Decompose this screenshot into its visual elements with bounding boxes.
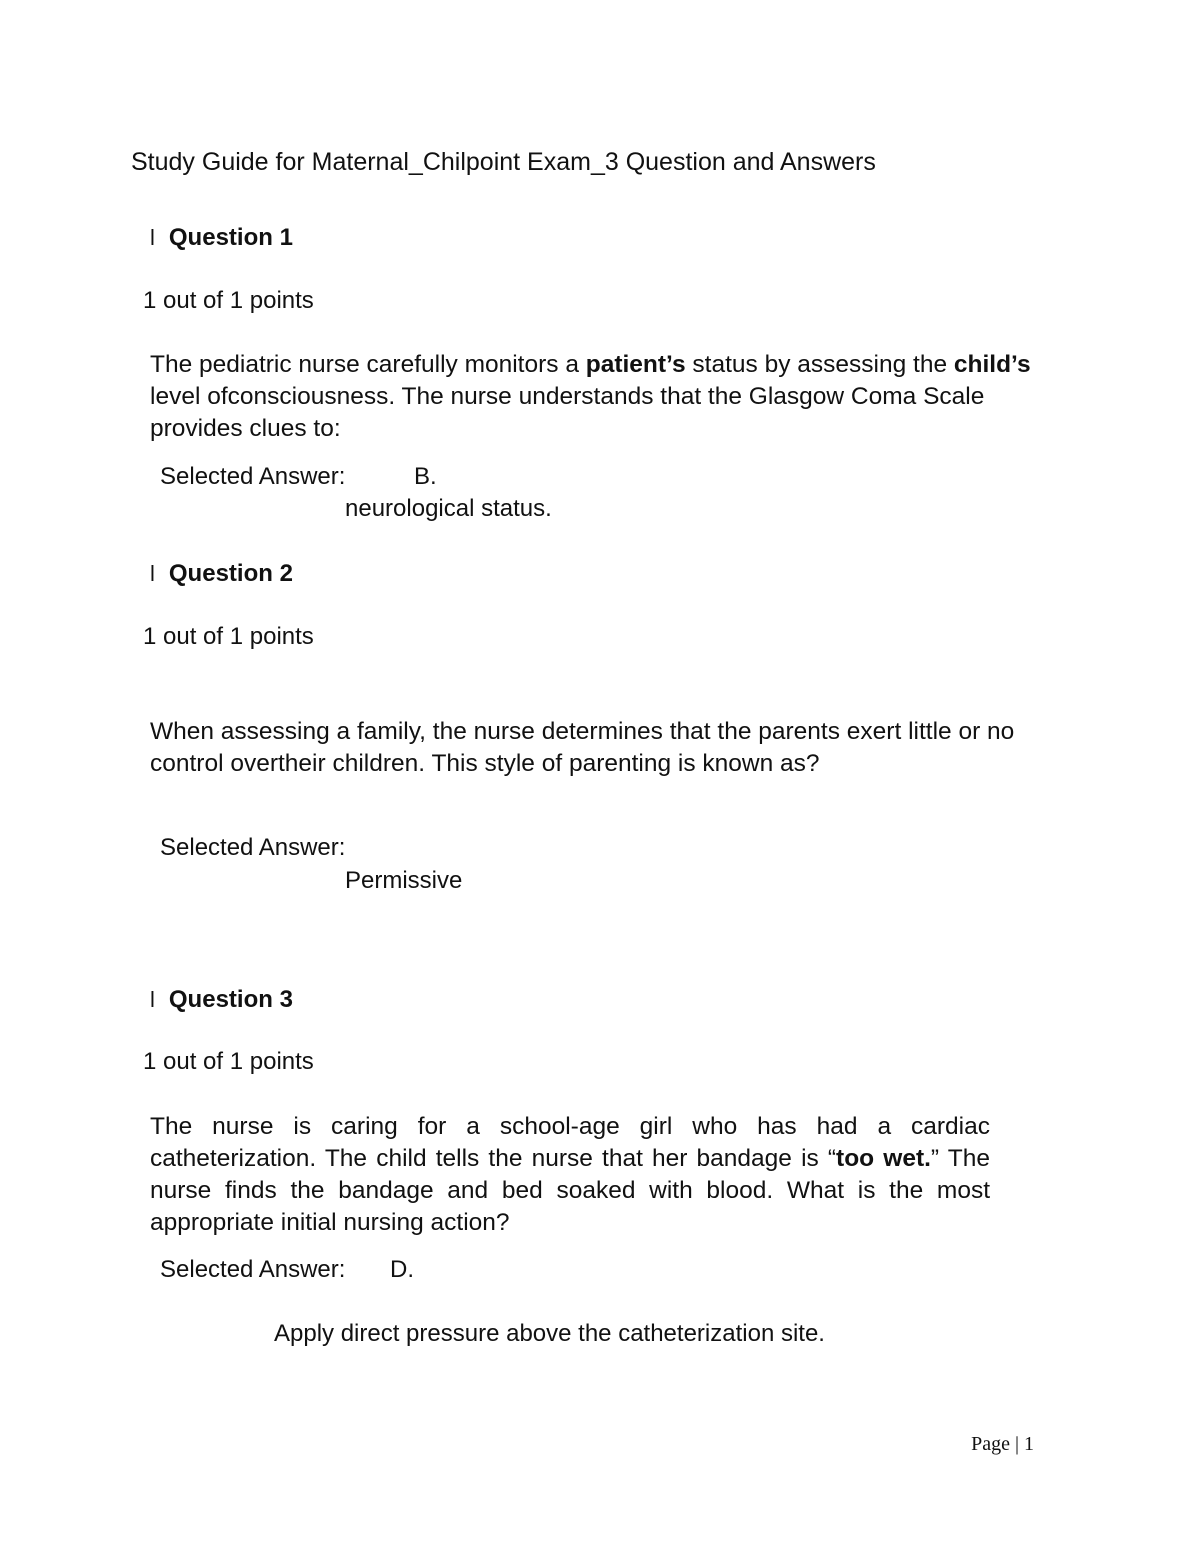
question-3-selected-label: Selected Answer: [160,1256,346,1283]
question-1-answer-letter: B. [414,463,437,490]
question-1-answer-text: neurological status. [345,495,552,522]
question-3-answer-letter: D. [390,1256,414,1283]
question-2-answer-text: Permissive [345,867,463,894]
question-3-text: The nurse is caring for a school-age girl who has had a cardiac catheterization. The child tells the nurse that her bandage is “too wet.” The nurse finds the bandage and bed soaked with blood. What is the most appropriate initial nursing action? [150,1113,990,1236]
question-label: Question 1 [168,224,293,251]
question-1-points: 1 out of 1 points [143,287,314,314]
question-1-heading [150,224,293,252]
question-3-points: 1 out of 1 points [143,1048,314,1075]
question-3-answer-text: Apply direct pressure above the catheterization site. [274,1320,825,1347]
question-1-text: The pediatric nurse carefully monitors a patient’s status by assessing the child’s level ofconsciousness. The nurse understands that the Glasgow Coma Scale provides clues to: [150,351,1031,442]
question-3-heading [150,986,293,1014]
document-title: Study Guide for Maternal_Chilpoint Exam_3 Question and Answers [131,148,876,176]
question-2-text: When assessing a family, the nurse determines that the parents exert little or no control overtheir children. This style of parenting is known as? [150,718,1015,777]
bullet-marker: l [150,225,155,250]
question-1-selected-label: Selected Answer: [160,463,346,490]
question-label: Question 3 [168,986,293,1013]
bullet-marker: l [150,987,155,1012]
bullet-marker: l [150,561,155,586]
question-2-points: 1 out of 1 points [143,623,314,650]
question-label: Question 2 [168,560,293,587]
question-2-heading [150,560,293,588]
page-number-footer: Page | 1 [971,1433,1034,1455]
question-2-selected-label: Selected Answer: [160,834,346,861]
